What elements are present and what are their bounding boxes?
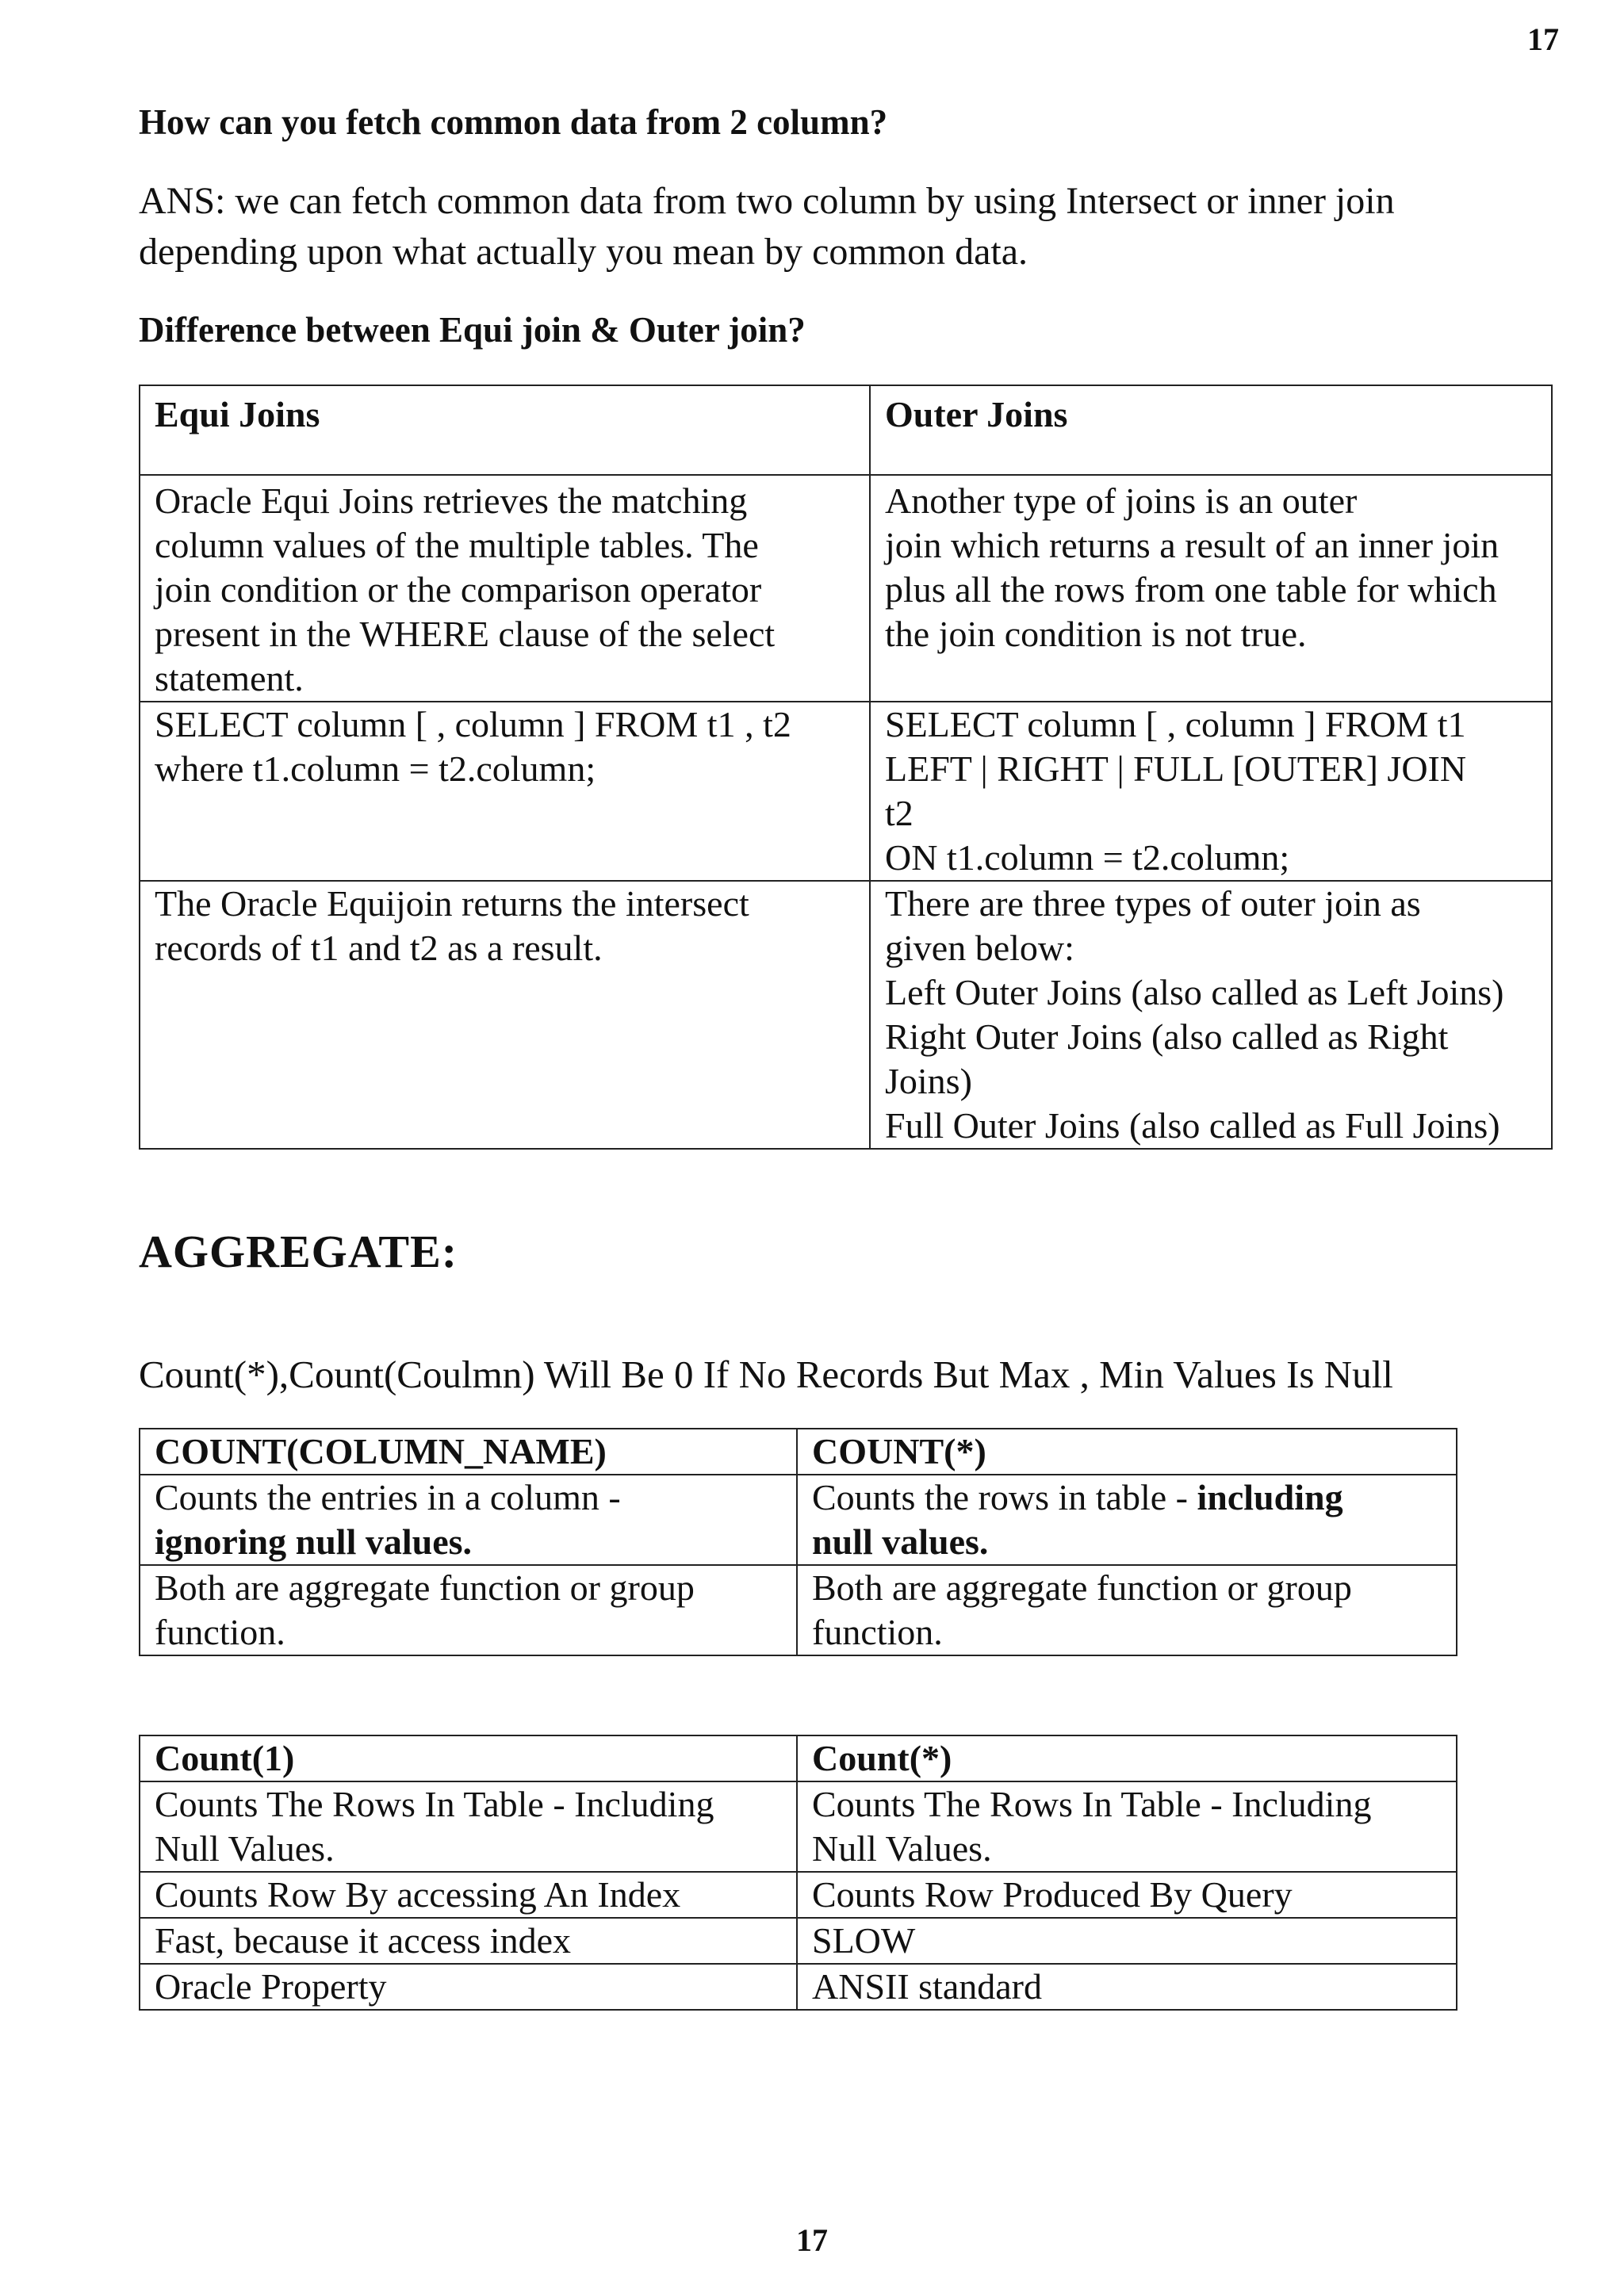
cell-line: where t1.column = t2.column; — [155, 748, 596, 789]
header-equi-joins: Equi Joins — [140, 385, 870, 475]
table-header-row — [140, 1429, 1457, 1475]
join-comparison-table — [139, 385, 1553, 1150]
header-count-one: Count(1) — [140, 1735, 797, 1781]
cell-line: Another type of joins is an outer — [885, 480, 1358, 521]
cell-line: Counts The Rows In Table - Including — [812, 1784, 1372, 1824]
cell-line: present in the WHERE clause of the select — [155, 614, 776, 654]
equi-result-cell — [140, 881, 870, 1149]
table-cell — [797, 1475, 1457, 1565]
cell-line: ON t1.column = t2.column; — [885, 837, 1290, 878]
table-row — [140, 702, 1552, 881]
table-cell: ANSII standard — [797, 1964, 1457, 2010]
table-cell — [140, 1565, 797, 1655]
cell-text: Counts the rows in table - — [812, 1477, 1197, 1517]
table-cell: SLOW — [797, 1918, 1457, 1964]
cell-line: There are three types of outer join as — [885, 883, 1421, 924]
cell-line: Left Outer Joins (also called as Left Joins) — [885, 972, 1504, 1012]
cell-text-bold: including — [1197, 1477, 1343, 1517]
table-row — [140, 475, 1552, 702]
table-cell — [140, 1475, 797, 1565]
answer-paragraph — [139, 176, 1566, 277]
outer-definition-cell — [870, 475, 1552, 702]
cell-line: Right Outer Joins (also called as Right — [885, 1016, 1449, 1057]
table-cell: Counts Row By accessing An Index — [140, 1872, 797, 1918]
cell-line: join which returns a result of an inner join — [885, 525, 1500, 565]
table-row — [140, 1475, 1457, 1565]
table-row — [140, 1964, 1457, 2010]
table-row — [140, 1565, 1457, 1655]
count-column-vs-count-star-table — [139, 1428, 1457, 1656]
cell-line: statement. — [155, 658, 304, 698]
cell-line: SELECT column [ , column ] FROM t1 — [885, 704, 1466, 744]
table-header-row — [140, 385, 1552, 475]
table-cell — [797, 1781, 1457, 1872]
cell-line: Counts The Rows In Table - Including — [155, 1784, 714, 1824]
count-one-vs-count-star-table — [139, 1735, 1457, 2011]
header-outer-joins: Outer Joins — [870, 385, 1552, 475]
answer-line: depending upon what actually you mean by common data. — [139, 231, 1028, 273]
cell-line-bold: null values. — [812, 1521, 989, 1562]
header-count-star: COUNT(*) — [797, 1429, 1457, 1475]
cell-line: Both are aggregate function or group — [155, 1567, 695, 1608]
cell-line: Both are aggregate function or group — [812, 1567, 1352, 1608]
answer-line: ANS: we can fetch common data from two column by using Intersect or inner join — [139, 180, 1395, 222]
outer-syntax-cell — [870, 702, 1552, 881]
question-heading-common-data: How can you fetch common data from 2 column? — [139, 102, 888, 142]
header-count-star: Count(*) — [797, 1735, 1457, 1781]
table-row — [140, 881, 1552, 1149]
cell-line: Counts the entries in a column - — [155, 1477, 621, 1517]
cell-line: LEFT | RIGHT | FULL [OUTER] JOIN — [885, 748, 1467, 789]
table-row — [140, 1918, 1457, 1964]
aggregate-heading: AGGREGATE: — [139, 1226, 458, 1277]
outer-types-cell — [870, 881, 1552, 1149]
table-header-row — [140, 1735, 1457, 1781]
table-row — [140, 1872, 1457, 1918]
cell-line: given below: — [885, 928, 1074, 968]
table-cell: Fast, because it access index — [140, 1918, 797, 1964]
equi-definition-cell — [140, 475, 870, 702]
table-cell — [797, 1565, 1457, 1655]
page-number-bottom: 17 — [796, 2222, 828, 2258]
cell-line: t2 — [885, 793, 914, 833]
cell-line: column values of the multiple tables. The — [155, 525, 759, 565]
cell-line-bold: ignoring null values. — [155, 1521, 473, 1562]
equi-syntax-cell — [140, 702, 870, 881]
question-heading-join-difference: Difference between Equi join & Outer join? — [139, 310, 806, 350]
table-row — [140, 1781, 1457, 1872]
table-cell: Oracle Property — [140, 1964, 797, 2010]
cell-line: The Oracle Equijoin returns the intersect — [155, 883, 749, 924]
table-cell: Counts Row Produced By Query — [797, 1872, 1457, 1918]
cell-line: Joins) — [885, 1061, 972, 1101]
cell-line: function. — [155, 1612, 285, 1652]
aggregate-note: Count(*),Count(Coulmn) Will Be 0 If No Records But Max , Min Values Is Null — [139, 1353, 1393, 1396]
cell-line: SELECT column [ , column ] FROM t1 , t2 — [155, 704, 791, 744]
cell-line: function. — [812, 1612, 943, 1652]
cell-line: plus all the rows from one table for which — [885, 569, 1497, 610]
cell-line: Oracle Equi Joins retrieves the matching — [155, 480, 748, 521]
cell-line — [812, 1475, 1442, 1520]
header-count-column-name: COUNT(COLUMN_NAME) — [140, 1429, 797, 1475]
table-cell — [140, 1781, 797, 1872]
page-number-top: 17 — [1527, 21, 1559, 57]
cell-line: records of t1 and t2 as a result. — [155, 928, 603, 968]
cell-line: Null Values. — [812, 1828, 992, 1869]
cell-line: Full Outer Joins (also called as Full Joins) — [885, 1105, 1500, 1146]
cell-line: the join condition is not true. — [885, 614, 1307, 654]
cell-line: join condition or the comparison operator — [155, 569, 762, 610]
cell-line: Null Values. — [155, 1828, 335, 1869]
